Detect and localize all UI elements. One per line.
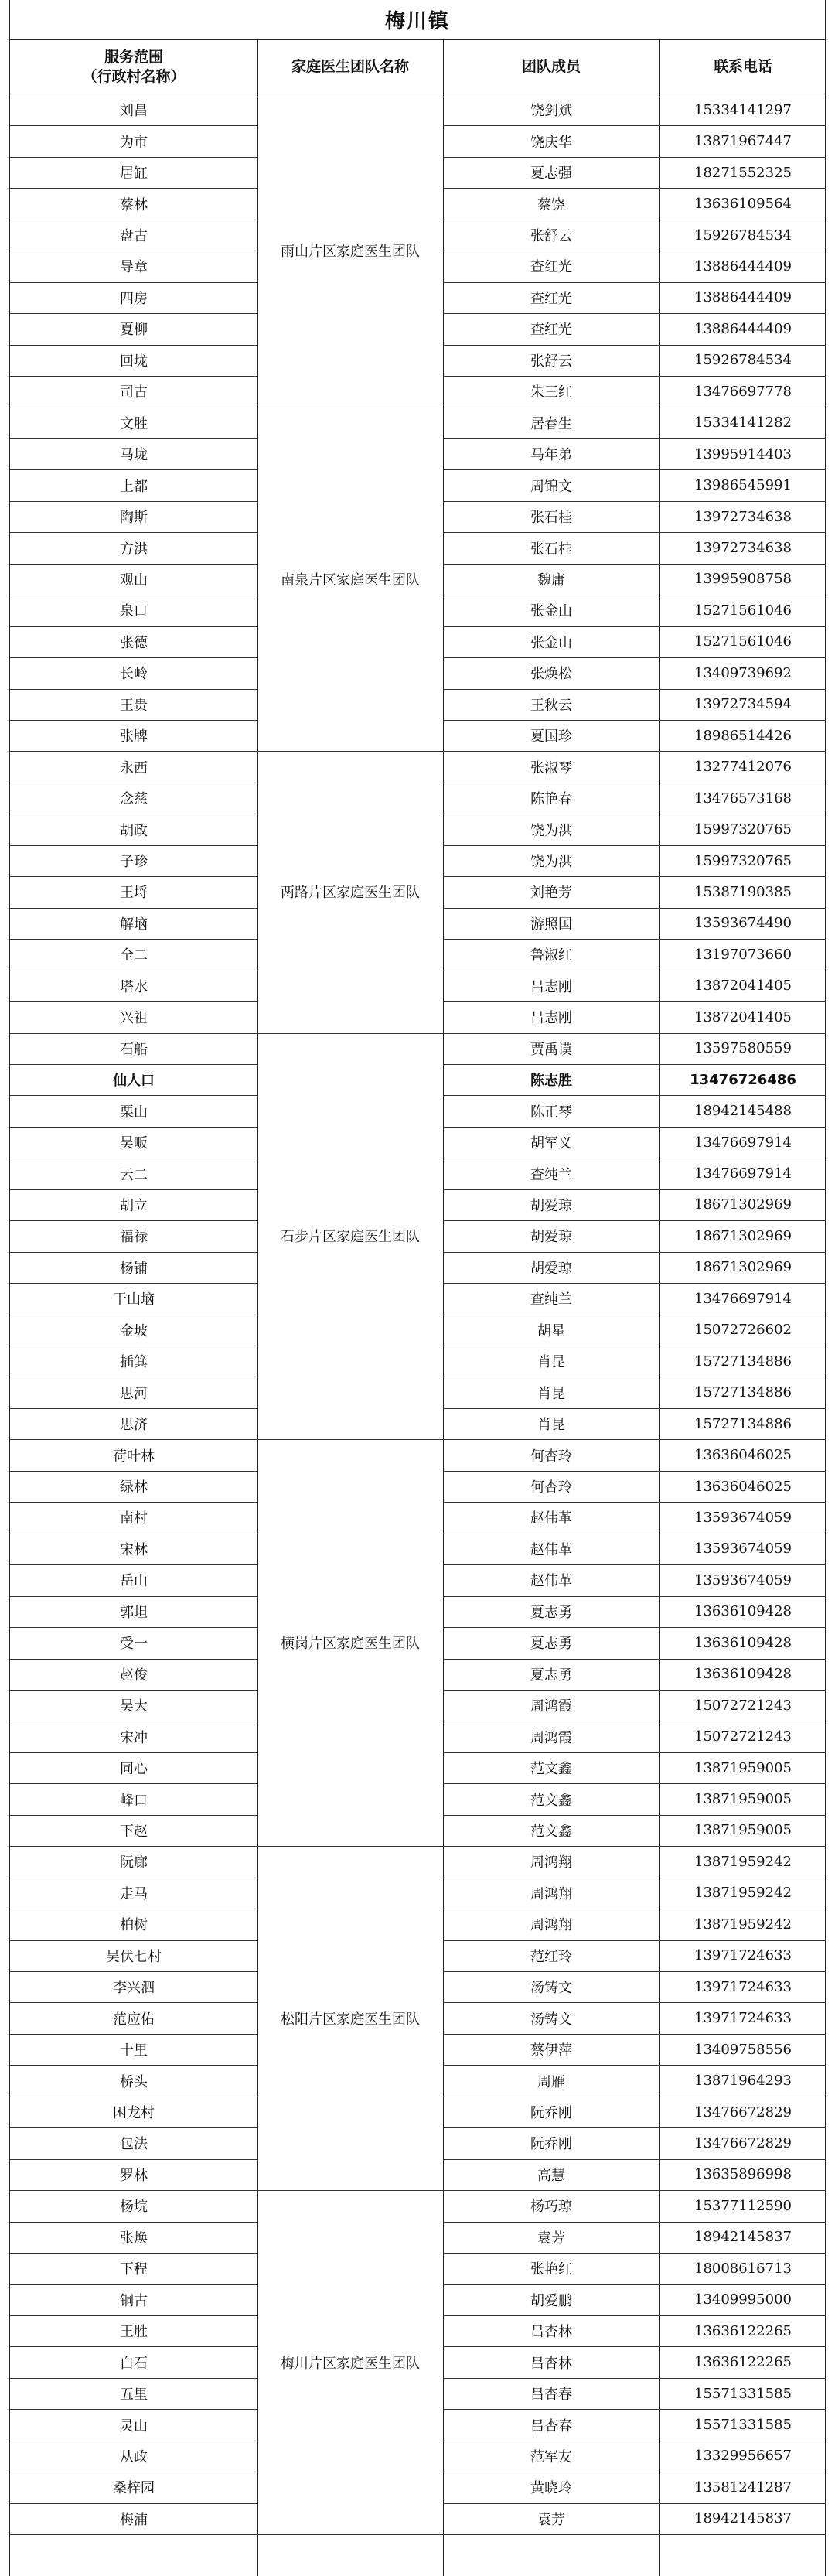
village-cell: 王胜 [120, 2324, 148, 2341]
member-cell: 陈艳春 [530, 791, 572, 808]
member-cell: 肖昆 [537, 1417, 565, 1434]
member-cell: 周鸿翔 [530, 1854, 572, 1871]
header-service-line1: 服务范围 [104, 48, 163, 66]
village-cell: 下程 [120, 2261, 148, 2278]
team-name-cell: 两路片区家庭医生团队 [281, 885, 420, 902]
village-cell: 张德 [120, 634, 148, 651]
village-cell: 铜古 [120, 2292, 148, 2309]
member-cell: 范文鑫 [530, 1792, 572, 1809]
phone-cell: 15334141297 [694, 101, 792, 118]
village-cell: 夏柳 [120, 322, 148, 339]
phone-cell: 13871959005 [694, 1759, 792, 1776]
phone-cell: 15377112590 [694, 2197, 792, 2214]
village-cell: 张焕 [120, 2230, 148, 2247]
member-cell: 饶庆华 [530, 134, 572, 151]
village-cell: 导章 [120, 259, 148, 276]
header-team-name: 家庭医生团队名称 [291, 58, 409, 76]
phone-cell: 15571331585 [694, 2417, 792, 2434]
member-cell: 胡爱琼 [530, 1197, 572, 1214]
phone-cell: 13409739692 [694, 664, 792, 681]
village-cell: 同心 [120, 1761, 148, 1778]
member-cell: 查红光 [530, 290, 572, 307]
phone-cell: 13636109428 [694, 1634, 792, 1651]
member-cell: 饶为洪 [530, 854, 572, 871]
village-cell: 郭坦 [120, 1604, 148, 1621]
phone-cell: 13277412076 [694, 759, 792, 776]
phone-cell: 13593674059 [694, 1540, 792, 1558]
village-cell: 吴畈 [120, 1135, 148, 1152]
member-cell: 胡爱琼 [530, 1260, 572, 1277]
phone-cell: 18942145837 [694, 2229, 792, 2246]
village-cell: 仙人口 [113, 1073, 155, 1090]
phone-cell: 13476697778 [694, 383, 792, 400]
village-cell: 居缸 [120, 165, 148, 183]
phone-cell: 13871959005 [694, 1822, 792, 1839]
phone-cell: 13636109428 [694, 1666, 792, 1683]
member-cell: 吕志刚 [530, 1010, 572, 1027]
phone-cell: 15271561046 [694, 602, 792, 619]
village-cell: 从政 [120, 2448, 148, 2465]
village-cell: 峰口 [120, 1792, 148, 1809]
phone-cell: 13593674059 [694, 1571, 792, 1588]
phone-cell: 13597580559 [694, 1040, 792, 1057]
member-cell: 吕杏春 [530, 2417, 572, 2434]
member-cell: 查红光 [530, 259, 572, 276]
phone-cell: 13197073660 [694, 946, 792, 963]
phone-cell: 18671302969 [694, 1227, 792, 1244]
village-cell: 走马 [120, 1885, 148, 1902]
member-cell: 饶剑斌 [530, 103, 572, 120]
phone-cell: 13636122265 [694, 2354, 792, 2371]
phone-cell: 13871964293 [694, 2073, 792, 2090]
phone-cell: 13986545991 [694, 477, 792, 494]
member-cell: 夏志勇 [530, 1604, 572, 1621]
member-cell: 汤铸文 [530, 1980, 572, 1997]
phone-cell: 13635896998 [694, 2166, 792, 2183]
village-cell: 岳山 [120, 1573, 148, 1590]
village-cell: 吴伏七村 [106, 1948, 162, 1965]
village-cell: 回垅 [120, 353, 148, 370]
phone-cell: 13636122265 [694, 2322, 792, 2339]
member-cell: 袁芳 [537, 2230, 565, 2247]
member-cell: 夏志勇 [530, 1636, 572, 1653]
village-cell: 马垅 [120, 447, 148, 464]
phone-cell: 18671302969 [694, 1196, 792, 1213]
phone-cell: 13972734638 [694, 540, 792, 557]
member-cell: 高慧 [537, 2167, 565, 2184]
header-service-line2: （行政村名称） [82, 67, 186, 85]
member-cell: 肖昆 [537, 1354, 565, 1371]
member-cell: 刘艳芳 [530, 885, 572, 902]
member-cell: 周鸿翔 [530, 1885, 572, 1902]
village-cell: 吴大 [120, 1698, 148, 1715]
member-cell: 张金山 [530, 634, 572, 651]
phone-cell: 15926784534 [694, 227, 792, 244]
village-cell: 范应佑 [113, 2011, 155, 2028]
team-name-cell: 梅川片区家庭医生团队 [281, 2355, 420, 2372]
member-cell: 吕杏春 [530, 2387, 572, 2404]
village-cell: 杨铺 [120, 1260, 148, 1277]
village-cell: 石船 [120, 1041, 148, 1058]
team-name-cell: 松阳片区家庭医生团队 [281, 2011, 420, 2028]
member-cell: 周鸿霞 [530, 1729, 572, 1746]
village-cell: 司古 [120, 384, 148, 401]
village-cell: 盘古 [120, 228, 148, 245]
member-cell: 张淑琴 [530, 759, 572, 776]
phone-cell: 15571331585 [694, 2385, 792, 2402]
member-cell: 范军友 [530, 2448, 572, 2465]
member-cell: 贾禹谟 [530, 1041, 572, 1058]
member-cell: 吕杏林 [530, 2355, 572, 2372]
village-cell: 陶斯 [120, 510, 148, 527]
member-cell: 周鸿翔 [530, 1917, 572, 1934]
member-cell: 周鸿霞 [530, 1698, 572, 1715]
village-cell: 文胜 [120, 415, 148, 432]
member-cell: 肖昆 [537, 1385, 565, 1402]
member-cell: 张焕松 [530, 666, 572, 683]
phone-cell: 13872041405 [694, 1008, 792, 1025]
member-cell: 居春生 [530, 415, 572, 432]
village-cell: 胡立 [120, 1197, 148, 1214]
member-cell: 何杏玲 [530, 1479, 572, 1496]
phone-cell: 15072726602 [694, 1322, 792, 1339]
phone-cell: 13995908758 [694, 571, 792, 588]
member-cell: 夏志勇 [530, 1667, 572, 1684]
phone-cell: 13886444409 [694, 320, 792, 337]
village-cell: 白石 [120, 2355, 148, 2372]
phone-cell: 13636046025 [694, 1447, 792, 1464]
member-cell: 胡星 [537, 1322, 565, 1339]
member-cell: 吕杏林 [530, 2324, 572, 2341]
member-cell: 袁芳 [537, 2511, 565, 2528]
village-cell: 包法 [120, 2136, 148, 2153]
village-cell: 张牌 [120, 728, 148, 746]
village-cell: 五里 [120, 2387, 148, 2404]
member-cell: 阮乔刚 [530, 2136, 572, 2153]
member-cell: 查红光 [530, 322, 572, 339]
village-cell: 南村 [120, 1510, 148, 1527]
group-divider [257, 2534, 443, 2535]
phone-cell: 13971724633 [694, 1978, 792, 1995]
village-cell: 栗山 [120, 1104, 148, 1121]
phone-cell: 13871959242 [694, 1853, 792, 1870]
village-cell: 金坡 [120, 1322, 148, 1339]
phone-cell: 13476697914 [694, 1134, 792, 1151]
member-cell: 阮乔刚 [530, 2105, 572, 2122]
village-cell: 思济 [120, 1417, 148, 1434]
team-name-cell: 雨山片区家庭医生团队 [281, 244, 420, 261]
member-cell: 朱三红 [530, 384, 572, 401]
member-cell: 胡爱琼 [530, 1229, 572, 1246]
village-cell: 念慈 [120, 791, 148, 808]
village-cell: 王贵 [120, 697, 148, 714]
member-cell: 范文鑫 [530, 1761, 572, 1778]
member-cell: 查纯兰 [530, 1291, 572, 1308]
member-cell: 夏国珍 [530, 728, 572, 746]
village-cell: 为市 [120, 134, 148, 151]
team-name-cell: 横岗片区家庭医生团队 [281, 1636, 420, 1653]
village-cell: 蔡林 [120, 196, 148, 213]
phone-cell: 13476672829 [694, 2134, 792, 2151]
village-cell: 李兴泗 [113, 1980, 155, 1997]
member-cell: 胡爱鹏 [530, 2292, 572, 2309]
village-cell: 十里 [120, 2042, 148, 2059]
member-cell: 查纯兰 [530, 1166, 572, 1183]
phone-cell: 18008616713 [694, 2260, 792, 2277]
member-cell: 胡军义 [530, 1135, 572, 1152]
member-cell: 王秋云 [530, 697, 572, 714]
member-cell: 赵伟革 [530, 1541, 572, 1558]
team-name-cell: 石步片区家庭医生团队 [281, 1229, 420, 1246]
phone-cell: 13476726486 [690, 1071, 796, 1088]
village-cell: 困龙村 [113, 2105, 155, 2122]
phone-cell: 15727134886 [694, 1384, 792, 1401]
page-title: 梅川镇 [10, 0, 825, 40]
phone-cell: 13593674490 [694, 915, 792, 932]
village-cell: 永西 [120, 759, 148, 776]
village-cell: 插箕 [120, 1354, 148, 1371]
phone-cell: 13636109564 [694, 196, 792, 213]
village-cell: 福禄 [120, 1229, 148, 1246]
member-cell: 张金山 [530, 603, 572, 620]
village-cell: 桥头 [120, 2073, 148, 2090]
member-cell: 陈正琴 [530, 1104, 572, 1121]
member-cell: 饶为洪 [530, 822, 572, 839]
member-cell: 张舒云 [530, 228, 572, 245]
member-cell: 吕志刚 [530, 978, 572, 995]
phone-cell: 13886444409 [694, 289, 792, 306]
phone-cell: 18942145837 [694, 2510, 792, 2527]
member-cell: 黄晓玲 [530, 2480, 572, 2497]
header-service-scope [10, 40, 257, 94]
phone-cell: 18942145488 [694, 1103, 792, 1120]
village-cell: 梅浦 [120, 2511, 148, 2528]
phone-cell: 15926784534 [694, 352, 792, 369]
village-cell: 解垴 [120, 916, 148, 933]
phone-cell: 18671302969 [694, 1259, 792, 1276]
phone-cell: 18271552325 [694, 164, 792, 181]
member-cell: 赵伟革 [530, 1573, 572, 1590]
phone-cell: 13476697914 [694, 1165, 792, 1182]
member-cell: 张石桂 [530, 541, 572, 558]
member-cell: 范红玲 [530, 1948, 572, 1965]
phone-cell: 13409758556 [694, 2041, 792, 2058]
phone-cell: 15072721243 [694, 1697, 792, 1714]
column-divider [443, 40, 444, 2576]
village-cell: 长岭 [120, 666, 148, 683]
village-cell: 全二 [120, 947, 148, 964]
member-cell: 周锦文 [530, 478, 572, 495]
village-cell: 宋林 [120, 1541, 148, 1558]
phone-cell: 13871959242 [694, 1885, 792, 1902]
member-cell: 何杏玲 [530, 1448, 572, 1465]
phone-cell: 15072721243 [694, 1728, 792, 1745]
village-cell: 上都 [120, 478, 148, 495]
village-cell: 桑梓园 [113, 2480, 155, 2497]
member-cell: 蔡饶 [537, 196, 565, 213]
phone-cell: 13972734594 [694, 696, 792, 713]
phone-cell: 13636046025 [694, 1478, 792, 1495]
village-cell: 兴祖 [120, 1010, 148, 1027]
phone-cell: 15387190385 [694, 883, 792, 900]
member-cell: 鲁淑红 [530, 947, 572, 964]
village-cell: 下赵 [120, 1823, 148, 1840]
phone-cell: 13409995000 [694, 2291, 792, 2308]
member-cell: 蔡伊萍 [530, 2042, 572, 2059]
row-divider [10, 2534, 257, 2535]
village-cell: 荷叶林 [113, 1448, 155, 1465]
village-cell: 赵俊 [120, 1667, 148, 1684]
phone-cell: 15997320765 [694, 852, 792, 869]
phone-cell: 13871959242 [694, 1916, 792, 1933]
village-cell: 柏树 [120, 1917, 148, 1934]
header-team-member: 团队成员 [521, 58, 581, 76]
member-cell: 汤铸文 [530, 2011, 572, 2028]
village-cell: 方洪 [120, 541, 148, 558]
phone-cell: 13971724633 [694, 1947, 792, 1964]
village-cell: 杨垸 [120, 2199, 148, 2216]
village-cell: 胡政 [120, 822, 148, 839]
phone-cell: 15997320765 [694, 821, 792, 838]
member-cell: 张石桂 [530, 510, 572, 527]
village-cell: 四房 [120, 290, 148, 307]
member-cell: 张舒云 [530, 353, 572, 370]
phone-cell: 13593674059 [694, 1509, 792, 1526]
row-divider [443, 2534, 826, 2535]
phone-cell: 15727134886 [694, 1415, 792, 1432]
phone-cell: 13476573168 [694, 790, 792, 807]
phone-cell: 13971724633 [694, 2010, 792, 2027]
phone-cell: 13476697914 [694, 1290, 792, 1307]
village-cell: 宋冲 [120, 1729, 148, 1746]
village-cell: 灵山 [120, 2417, 148, 2434]
phone-cell: 15334141282 [694, 415, 792, 432]
village-cell: 罗林 [120, 2167, 148, 2184]
phone-cell: 13636109428 [694, 1603, 792, 1620]
member-cell: 赵伟革 [530, 1510, 572, 1527]
village-cell: 泉口 [120, 603, 148, 620]
phone-cell: 13871967447 [694, 133, 792, 150]
village-cell: 思河 [120, 1385, 148, 1402]
phone-cell: 13872041405 [694, 978, 792, 995]
member-cell: 周雁 [537, 2073, 565, 2090]
phone-cell: 13329956657 [694, 2448, 792, 2465]
header-phone: 联系电话 [713, 58, 772, 76]
member-cell: 杨巧琼 [530, 2199, 572, 2216]
phone-cell: 13476672829 [694, 2103, 792, 2121]
village-cell: 云二 [120, 1166, 148, 1183]
village-cell: 王埒 [120, 885, 148, 902]
phone-cell: 13871959005 [694, 1791, 792, 1808]
phone-cell: 13581241287 [694, 2479, 792, 2496]
member-cell: 游照国 [530, 916, 572, 933]
village-cell: 观山 [120, 571, 148, 589]
column-divider [257, 40, 258, 2576]
phone-cell: 15727134886 [694, 1353, 792, 1370]
roster-table [9, 0, 826, 2576]
member-cell: 张艳红 [530, 2261, 572, 2278]
table-header [10, 40, 825, 94]
phone-cell: 18986514426 [694, 727, 792, 744]
village-cell: 刘昌 [120, 103, 148, 120]
member-cell: 魏庸 [537, 571, 565, 589]
phone-cell: 15271561046 [694, 633, 792, 650]
member-cell: 夏志强 [530, 165, 572, 183]
member-cell: 马年弟 [530, 447, 572, 464]
phone-cell: 13886444409 [694, 258, 792, 275]
village-cell: 干山垴 [113, 1291, 155, 1308]
member-cell: 陈志胜 [530, 1073, 572, 1090]
column-divider [659, 40, 660, 2576]
phone-cell: 13972734638 [694, 508, 792, 525]
village-cell: 绿林 [120, 1479, 148, 1496]
village-cell: 子珍 [120, 854, 148, 871]
village-cell: 受一 [120, 1636, 148, 1653]
team-name-cell: 南泉片区家庭医生团队 [281, 571, 420, 589]
village-cell: 阮廊 [120, 1854, 148, 1871]
phone-cell: 13995914403 [694, 445, 792, 462]
village-cell: 塔水 [120, 978, 148, 995]
member-cell: 范文鑫 [530, 1823, 572, 1840]
